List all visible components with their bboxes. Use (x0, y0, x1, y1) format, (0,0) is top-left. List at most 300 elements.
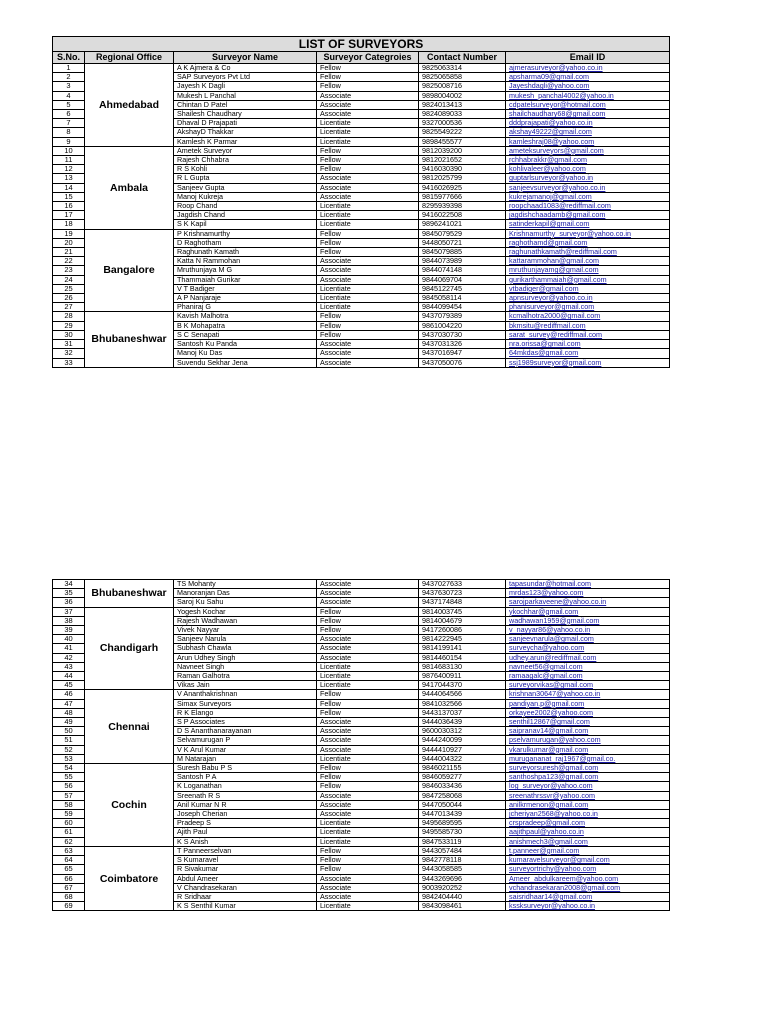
table-row (53, 764, 670, 773)
contact-number-cell: 9416026925 (419, 183, 506, 192)
email-link[interactable]: roopchaad1083@rediffmail.com (506, 202, 670, 211)
surveyor-name-cell: Sreenath R S (174, 791, 317, 800)
surveyor-category-cell: Associate (317, 635, 419, 644)
serial-number-cell: 42 (53, 653, 85, 662)
contact-number-cell: 9845058114 (419, 294, 506, 303)
serial-number-cell: 44 (53, 672, 85, 681)
email-link[interactable]: wadhawan1959@gmail.com (506, 616, 670, 625)
email-link[interactable]: nra.orissa@gmail.com (506, 340, 670, 349)
surveyor-category-cell: Fellow (317, 782, 419, 791)
contact-number-cell: 9447050044 (419, 800, 506, 809)
surveyor-category-cell: Licentiate (317, 128, 419, 137)
serial-number-cell: 64 (53, 856, 85, 865)
email-link[interactable]: krishnan30647@yahoo.co.in (506, 690, 670, 699)
contact-number-cell: 9845079885 (419, 248, 506, 257)
contact-number-cell: 9814003745 (419, 607, 506, 616)
surveyor-category-cell: Associate (317, 174, 419, 183)
email-link[interactable]: vchandrasekaran2008@gmail.com (506, 883, 670, 892)
surveyor-name-cell: K S Senthil Kumar (174, 902, 317, 911)
email-link[interactable]: surveyorvikas@gmail.com (506, 681, 670, 690)
contact-number-cell: 9443058585 (419, 865, 506, 874)
email-link[interactable]: ajmerasurveyor@yahoo.co.in (506, 64, 670, 73)
email-link[interactable]: t.panneer@gmail.com (506, 846, 670, 855)
serial-number-cell: 51 (53, 736, 85, 745)
contact-number-cell: 9843098461 (419, 902, 506, 911)
contact-number-cell: 9845079529 (419, 229, 506, 238)
contact-number-cell: 9437050076 (419, 358, 506, 367)
email-link[interactable]: mukesh_panchal4002@yahoo.in (506, 91, 670, 100)
surveyor-category-cell: Associate (317, 892, 419, 901)
surveyor-name-cell: Ajith Paul (174, 828, 317, 837)
email-link[interactable]: vtbadiger@gmail.com (506, 284, 670, 293)
surveyor-category-cell: Associate (317, 580, 419, 589)
serial-number-cell: 12 (53, 165, 85, 174)
email-link[interactable]: guptarlsurveyor@yahoo.in (506, 174, 670, 183)
email-link[interactable]: senthil12867@gmail.com (506, 718, 670, 727)
contact-number-cell: 9825065858 (419, 73, 506, 82)
email-link[interactable]: sreenathrssvr@yahoo.com (506, 791, 670, 800)
serial-number-cell: 60 (53, 819, 85, 828)
contact-number-cell: 9898455577 (419, 137, 506, 146)
surveyor-name-cell: Navneet Singh (174, 662, 317, 671)
surveyor-category-cell: Associate (317, 358, 419, 367)
regional-office-cell: Bangalore (85, 229, 174, 312)
surveyor-name-cell: V Chandrasekaran (174, 883, 317, 892)
serial-number-cell: 48 (53, 708, 85, 717)
surveyor-name-cell: P Krishnamurthy (174, 229, 317, 238)
surveyor-name-cell: Yogesh Kochar (174, 607, 317, 616)
surveyor-name-cell: Anil Kumar N R (174, 800, 317, 809)
surveyor-category-cell: Fellow (317, 146, 419, 155)
serial-number-cell: 18 (53, 220, 85, 229)
surveyor-category-cell: Fellow (317, 616, 419, 625)
surveyor-name-cell: Manoj Ku Das (174, 349, 317, 358)
email-link[interactable]: aajithpaul@yahoo.co.in (506, 828, 670, 837)
email-link[interactable]: akshay49222@gmail.com (506, 128, 670, 137)
surveyor-name-cell: Rajesh Wadhawan (174, 616, 317, 625)
surveyor-category-cell: Licentiate (317, 220, 419, 229)
contact-number-cell: 9844099454 (419, 303, 506, 312)
surveyor-category-cell: Fellow (317, 64, 419, 73)
email-link[interactable]: anishmech3@gmail.com (506, 837, 670, 846)
surveyor-name-cell: Manoj Kukreja (174, 192, 317, 201)
serial-number-cell: 2 (53, 73, 85, 82)
email-link[interactable]: murugananat_raj1967@gmail.co. (506, 754, 670, 763)
surveyor-category-cell: Associate (317, 644, 419, 653)
email-link[interactable]: pselvamurugan@yahoo.com (506, 736, 670, 745)
surveyor-name-cell: T Panneerselvan (174, 846, 317, 855)
surveyor-name-cell: D S Ananthanarayanan (174, 727, 317, 736)
email-link[interactable]: kcmalhotra2000@gmail.com (506, 312, 670, 321)
surveyor-category-cell: Fellow (317, 248, 419, 257)
surveyor-name-cell: K Loganathan (174, 782, 317, 791)
surveyor-category-cell: Associate (317, 100, 419, 109)
surveyor-name-cell: S K Kapil (174, 220, 317, 229)
serial-number-cell: 23 (53, 266, 85, 275)
surveyor-name-cell: Phaniraj G (174, 303, 317, 312)
contact-number-cell: 9814460154 (419, 653, 506, 662)
surveyor-category-cell: Fellow (317, 856, 419, 865)
surveyor-name-cell: Suvendu Sekhar Jena (174, 358, 317, 367)
email-link[interactable]: kssksurveyor@yahoo.co.in (506, 902, 670, 911)
serial-number-cell: 30 (53, 330, 85, 339)
surveyor-category-cell: Licentiate (317, 672, 419, 681)
surveyor-name-cell: R Sridhaar (174, 892, 317, 901)
surveyor-category-cell: Licentiate (317, 662, 419, 671)
surveyor-category-cell: Fellow (317, 238, 419, 247)
contact-number-cell: 9437174848 (419, 598, 506, 607)
surveyor-name-cell: R K Elango (174, 708, 317, 717)
email-link[interactable]: ssj1989surveyor@gmail.com (506, 358, 670, 367)
surveyor-category-cell: Associate (317, 91, 419, 100)
surveyor-name-cell: D Raghotham (174, 238, 317, 247)
regional-office-cell: Ambala (85, 146, 174, 229)
surveyor-name-cell: Subhash Chawla (174, 644, 317, 653)
contact-number-cell: 9444036439 (419, 718, 506, 727)
surveyor-name-cell: V Ananthakrishnan (174, 690, 317, 699)
email-link[interactable]: mrdas123@yahoo.com (506, 589, 670, 598)
email-link[interactable]: Jayeshdagli@yahoo.com (506, 82, 670, 91)
surveyor-category-cell: Fellow (317, 312, 419, 321)
serial-number-cell: 47 (53, 699, 85, 708)
email-link[interactable]: kohlivaleer@yahoo.com (506, 165, 670, 174)
surveyor-category-cell: Associate (317, 192, 419, 201)
header-email-id: Email ID (506, 52, 670, 64)
contact-number-cell: 9814222945 (419, 635, 506, 644)
surveyor-category-cell: Associate (317, 810, 419, 819)
surveyor-name-cell: S Kumaravel (174, 856, 317, 865)
contact-number-cell: 9825063314 (419, 64, 506, 73)
email-link[interactable]: raghothamd@gmail.com (506, 238, 670, 247)
contact-number-cell: 9812039200 (419, 146, 506, 155)
serial-number-cell: 38 (53, 616, 85, 625)
email-link[interactable]: surveyortrichy@yahoo.com (506, 865, 670, 874)
table-row (53, 146, 670, 155)
regional-office-cell: Coimbatore (85, 846, 174, 910)
serial-number-cell: 55 (53, 773, 85, 782)
email-link[interactable]: raghunathkamath@rediffmail.com (506, 248, 670, 257)
email-link[interactable]: surveyorsuresh@gmail.com (506, 764, 670, 773)
surveyor-name-cell: Joseph Cherian (174, 810, 317, 819)
surveyor-name-cell: A K Ajmera & Co (174, 64, 317, 73)
serial-number-cell: 15 (53, 192, 85, 201)
serial-number-cell: 1 (53, 64, 85, 73)
email-link[interactable]: sanjeevnarula@gmail.com (506, 635, 670, 644)
email-link[interactable]: v_nayyar86@yahoo.co.in (506, 626, 670, 635)
email-link[interactable]: satinderkapil@gmail.com (506, 220, 670, 229)
email-link[interactable]: jcheriyan2568@yahoo.co.in (506, 810, 670, 819)
email-link[interactable]: Ameer_abdulkareem@yahoo.com (506, 874, 670, 883)
contact-number-cell: 8295939398 (419, 202, 506, 211)
contact-number-cell: 9437031326 (419, 340, 506, 349)
serial-number-cell: 50 (53, 727, 85, 736)
surveyor-name-cell: Pradeep S (174, 819, 317, 828)
serial-number-cell: 9 (53, 137, 85, 146)
email-link[interactable]: sarojparkaveene@yahoo.co.in (506, 598, 670, 607)
contact-number-cell: 9814199141 (419, 644, 506, 653)
surveyors-table-2 (52, 579, 670, 911)
surveyor-name-cell: V T Badiger (174, 284, 317, 293)
table-row (53, 312, 670, 321)
surveyor-name-cell: Vikas Jain (174, 681, 317, 690)
email-link[interactable]: jagdishchaadamb@gmail.com (506, 211, 670, 220)
table-row (53, 846, 670, 855)
regional-office-cell: Bhubaneshwar (85, 312, 174, 367)
surveyor-name-cell: Thammaiah Gurikar (174, 275, 317, 284)
contact-number-cell: 9825008716 (419, 82, 506, 91)
contact-number-cell: 9898004002 (419, 91, 506, 100)
table-row (53, 607, 670, 616)
email-link[interactable]: phanisurveyor@gmail.com (506, 303, 670, 312)
surveyor-category-cell: Fellow (317, 156, 419, 165)
surveyor-category-cell: Associate (317, 874, 419, 883)
surveyor-category-cell: Associate (317, 718, 419, 727)
email-link[interactable]: dddprajapati@yahoo.co.in (506, 119, 670, 128)
surveyor-name-cell: Raghunath Kamath (174, 248, 317, 257)
surveyor-name-cell: R Sivakumar (174, 865, 317, 874)
email-link[interactable]: surveycha@yahoo.com (506, 644, 670, 653)
table-row (53, 64, 670, 73)
email-link[interactable]: pandiyan.p@gmail.com (506, 699, 670, 708)
email-link[interactable]: ramaagalc@gmail.com (506, 672, 670, 681)
contact-number-cell: 9448050721 (419, 238, 506, 247)
surveyor-name-cell: Manoranjan Das (174, 589, 317, 598)
serial-number-cell: 36 (53, 598, 85, 607)
contact-number-cell: 9814004679 (419, 616, 506, 625)
table-body-2 (53, 580, 670, 911)
contact-number-cell: 9443269696 (419, 874, 506, 883)
regional-office-cell: Cochin (85, 764, 174, 847)
email-link[interactable]: udhey.arun@rediffmail.com (506, 653, 670, 662)
contact-number-cell: 9847258068 (419, 791, 506, 800)
email-link[interactable]: ykochhar@gmail.com (506, 607, 670, 616)
surveyor-category-cell: Fellow (317, 626, 419, 635)
serial-number-cell: 21 (53, 248, 85, 257)
surveyor-name-cell: B K Mohapatra (174, 321, 317, 330)
contact-number-cell: 9844069704 (419, 275, 506, 284)
contact-number-cell: 9814683130 (419, 662, 506, 671)
email-link[interactable]: cdpatelsurveyor@hotmail.com (506, 100, 670, 109)
serial-number-cell: 68 (53, 892, 85, 901)
serial-number-cell: 37 (53, 607, 85, 616)
email-link[interactable]: sarat_survey@rediffmail.com (506, 330, 670, 339)
serial-number-cell: 49 (53, 718, 85, 727)
email-link[interactable]: orkayee2002@yahoo.com (506, 708, 670, 717)
surveyor-name-cell: S C Senapati (174, 330, 317, 339)
contact-number-cell: 9443057484 (419, 846, 506, 855)
serial-number-cell: 41 (53, 644, 85, 653)
surveyor-name-cell: Dhaval D Prajapati (174, 119, 317, 128)
email-link[interactable]: apsharma09@gmail.com (506, 73, 670, 82)
surveyor-name-cell: Rajesh Chhabra (174, 156, 317, 165)
surveyor-category-cell: Licentiate (317, 819, 419, 828)
email-link[interactable]: log_surveyor@yahoo.com (506, 782, 670, 791)
surveyor-category-cell: Associate (317, 340, 419, 349)
surveyor-category-cell: Licentiate (317, 828, 419, 837)
serial-number-cell: 6 (53, 110, 85, 119)
surveyor-category-cell: Associate (317, 883, 419, 892)
email-link[interactable]: shailchaudhary68@gmail.com (506, 110, 670, 119)
surveyor-name-cell: Ametek Surveyor (174, 146, 317, 155)
contact-number-cell: 9842778118 (419, 856, 506, 865)
surveyor-name-cell: SAP Surveyors Pvt Ltd (174, 73, 317, 82)
email-link[interactable]: crspradeep@gmail.com (506, 819, 670, 828)
surveyor-category-cell: Fellow (317, 699, 419, 708)
surveyor-category-cell: Associate (317, 589, 419, 598)
surveyor-name-cell: K S Anish (174, 837, 317, 846)
surveyor-category-cell: Licentiate (317, 754, 419, 763)
surveyor-category-cell: Associate (317, 653, 419, 662)
contact-number-cell: 9437030730 (419, 330, 506, 339)
contact-number-cell: 9825549222 (419, 128, 506, 137)
contact-number-cell: 9812025799 (419, 174, 506, 183)
contact-number-cell: 9444064566 (419, 690, 506, 699)
email-link[interactable]: saisridhaar14@gmail.com (506, 892, 670, 901)
surveyor-category-cell: Associate (317, 791, 419, 800)
contact-number-cell: 9416022508 (419, 211, 506, 220)
surveyor-category-cell: Licentiate (317, 137, 419, 146)
surveyor-name-cell: Katta N Rammohan (174, 257, 317, 266)
surveyor-category-cell: Licentiate (317, 681, 419, 690)
header-surveyor-name: Surveyor Name (174, 52, 317, 64)
surveyor-category-cell: Associate (317, 745, 419, 754)
email-link[interactable]: anilkrmenon@gmail.com (506, 800, 670, 809)
surveyor-category-cell: Associate (317, 110, 419, 119)
email-link[interactable]: saipranav14@gmail.com (506, 727, 670, 736)
surveyor-category-cell: Associate (317, 800, 419, 809)
serial-number-cell: 29 (53, 321, 85, 330)
contact-number-cell: 9437016947 (419, 349, 506, 358)
email-link[interactable]: kukrejamanoj@gmail.com (506, 192, 670, 201)
email-link[interactable]: bkmsitu@rediffmail.com (506, 321, 670, 330)
surveyor-category-cell: Fellow (317, 229, 419, 238)
serial-number-cell: 5 (53, 100, 85, 109)
contact-number-cell: 9861004220 (419, 321, 506, 330)
contact-number-cell: 9417044370 (419, 681, 506, 690)
surveyors-table-1 (52, 36, 670, 368)
contact-number-cell: 9841032566 (419, 699, 506, 708)
serial-number-cell: 4 (53, 91, 85, 100)
surveyor-category-cell: Fellow (317, 773, 419, 782)
contact-number-cell: 9495585730 (419, 828, 506, 837)
serial-number-cell: 66 (53, 874, 85, 883)
serial-number-cell: 27 (53, 303, 85, 312)
contact-number-cell: 9437630723 (419, 589, 506, 598)
email-link[interactable]: navneet56@gmail.com (506, 662, 670, 671)
email-link[interactable]: Krishnamurthy_surveyor@yahoo.co.in (506, 229, 670, 238)
email-link[interactable]: apnsurveyor@yahoo.co.in (506, 294, 670, 303)
surveyor-name-cell: AkshayD Thakkar (174, 128, 317, 137)
table-row (53, 580, 670, 589)
serial-number-cell: 59 (53, 810, 85, 819)
serial-number-cell: 63 (53, 846, 85, 855)
email-link[interactable]: kamleshraj08@yahoo.com (506, 137, 670, 146)
serial-number-cell: 65 (53, 865, 85, 874)
email-link[interactable]: mruthunjayamg@gmail.com (506, 266, 670, 275)
serial-number-cell: 43 (53, 662, 85, 671)
serial-number-cell: 39 (53, 626, 85, 635)
surveyor-name-cell: Sanjeev Gupta (174, 183, 317, 192)
email-link[interactable]: sanjeevsurveyor@yahoo.co.in (506, 183, 670, 192)
serial-number-cell: 7 (53, 119, 85, 128)
contact-number-cell: 9444410927 (419, 745, 506, 754)
surveyor-name-cell: Mukesh L Panchal (174, 91, 317, 100)
contact-number-cell: 9844074148 (419, 266, 506, 275)
email-link[interactable]: gurikarthammaiah@gmail.com (506, 275, 670, 284)
serial-number-cell: 33 (53, 358, 85, 367)
header-regional-office: Regional Office (85, 52, 174, 64)
surveyor-category-cell: Fellow (317, 764, 419, 773)
serial-number-cell: 20 (53, 238, 85, 247)
surveyor-category-cell: Fellow (317, 82, 419, 91)
surveyor-category-cell: Associate (317, 257, 419, 266)
serial-number-cell: 67 (53, 883, 85, 892)
serial-number-cell: 45 (53, 681, 85, 690)
email-link[interactable]: 64mkdas@gmail.com (506, 349, 670, 358)
surveyor-category-cell: Fellow (317, 165, 419, 174)
email-link[interactable]: kattarammohan@gmail.com (506, 257, 670, 266)
email-link[interactable]: ameteksurveyors@gmail.com (506, 146, 670, 155)
serial-number-cell: 24 (53, 275, 85, 284)
surveyor-category-cell: Licentiate (317, 294, 419, 303)
contact-number-cell: 9896241021 (419, 220, 506, 229)
contact-number-cell: 9444004322 (419, 754, 506, 763)
email-link[interactable]: santhoshpa123@gmail.com (506, 773, 670, 782)
surveyor-category-cell: Associate (317, 727, 419, 736)
serial-number-cell: 26 (53, 294, 85, 303)
email-link[interactable]: kumaravelsurveyor@gmail.com (506, 856, 670, 865)
surveyor-name-cell: Saroj Ku Sahu (174, 598, 317, 607)
serial-number-cell: 14 (53, 183, 85, 192)
surveyor-name-cell: Roop Chand (174, 202, 317, 211)
contact-number-cell: 9416030390 (419, 165, 506, 174)
email-link[interactable]: tapasundar@hotmail.com (506, 580, 670, 589)
surveyor-name-cell: Shailesh Chaudhary (174, 110, 317, 119)
serial-number-cell: 53 (53, 754, 85, 763)
surveyor-category-cell: Licentiate (317, 119, 419, 128)
email-link[interactable]: vkarulkumar@gmail.com (506, 745, 670, 754)
surveyor-name-cell: Simax Surveyors (174, 699, 317, 708)
contact-number-cell: 9824089033 (419, 110, 506, 119)
contact-number-cell: 9600030312 (419, 727, 506, 736)
contact-number-cell: 9812021652 (419, 156, 506, 165)
surveyor-name-cell: Mruthunjaya M G (174, 266, 317, 275)
regional-office-cell: Bhubaneshwar (85, 580, 174, 608)
surveyor-category-cell: Licentiate (317, 902, 419, 911)
serial-number-cell: 35 (53, 589, 85, 598)
surveyor-category-cell: Licentiate (317, 303, 419, 312)
surveyor-name-cell: Abdul Ameer (174, 874, 317, 883)
serial-number-cell: 3 (53, 82, 85, 91)
email-link[interactable]: rchhabrakkr@gmail.com (506, 156, 670, 165)
surveyor-category-cell: Licentiate (317, 202, 419, 211)
table-row (53, 229, 670, 238)
surveyor-name-cell: Selvamurugan P (174, 736, 317, 745)
serial-number-cell: 32 (53, 349, 85, 358)
surveyor-name-cell: M Natarajan (174, 754, 317, 763)
surveyor-category-cell: Fellow (317, 865, 419, 874)
serial-number-cell: 13 (53, 174, 85, 183)
header-surveyor-category: Surveyor Categroies (317, 52, 419, 64)
surveyor-category-cell: Associate (317, 275, 419, 284)
contact-number-cell: 9003920252 (419, 883, 506, 892)
contact-number-cell: 9444240099 (419, 736, 506, 745)
contact-number-cell: 9447013439 (419, 810, 506, 819)
surveyor-category-cell: Fellow (317, 321, 419, 330)
serial-number-cell: 40 (53, 635, 85, 644)
serial-number-cell: 69 (53, 902, 85, 911)
surveyor-name-cell: R L Gupta (174, 174, 317, 183)
